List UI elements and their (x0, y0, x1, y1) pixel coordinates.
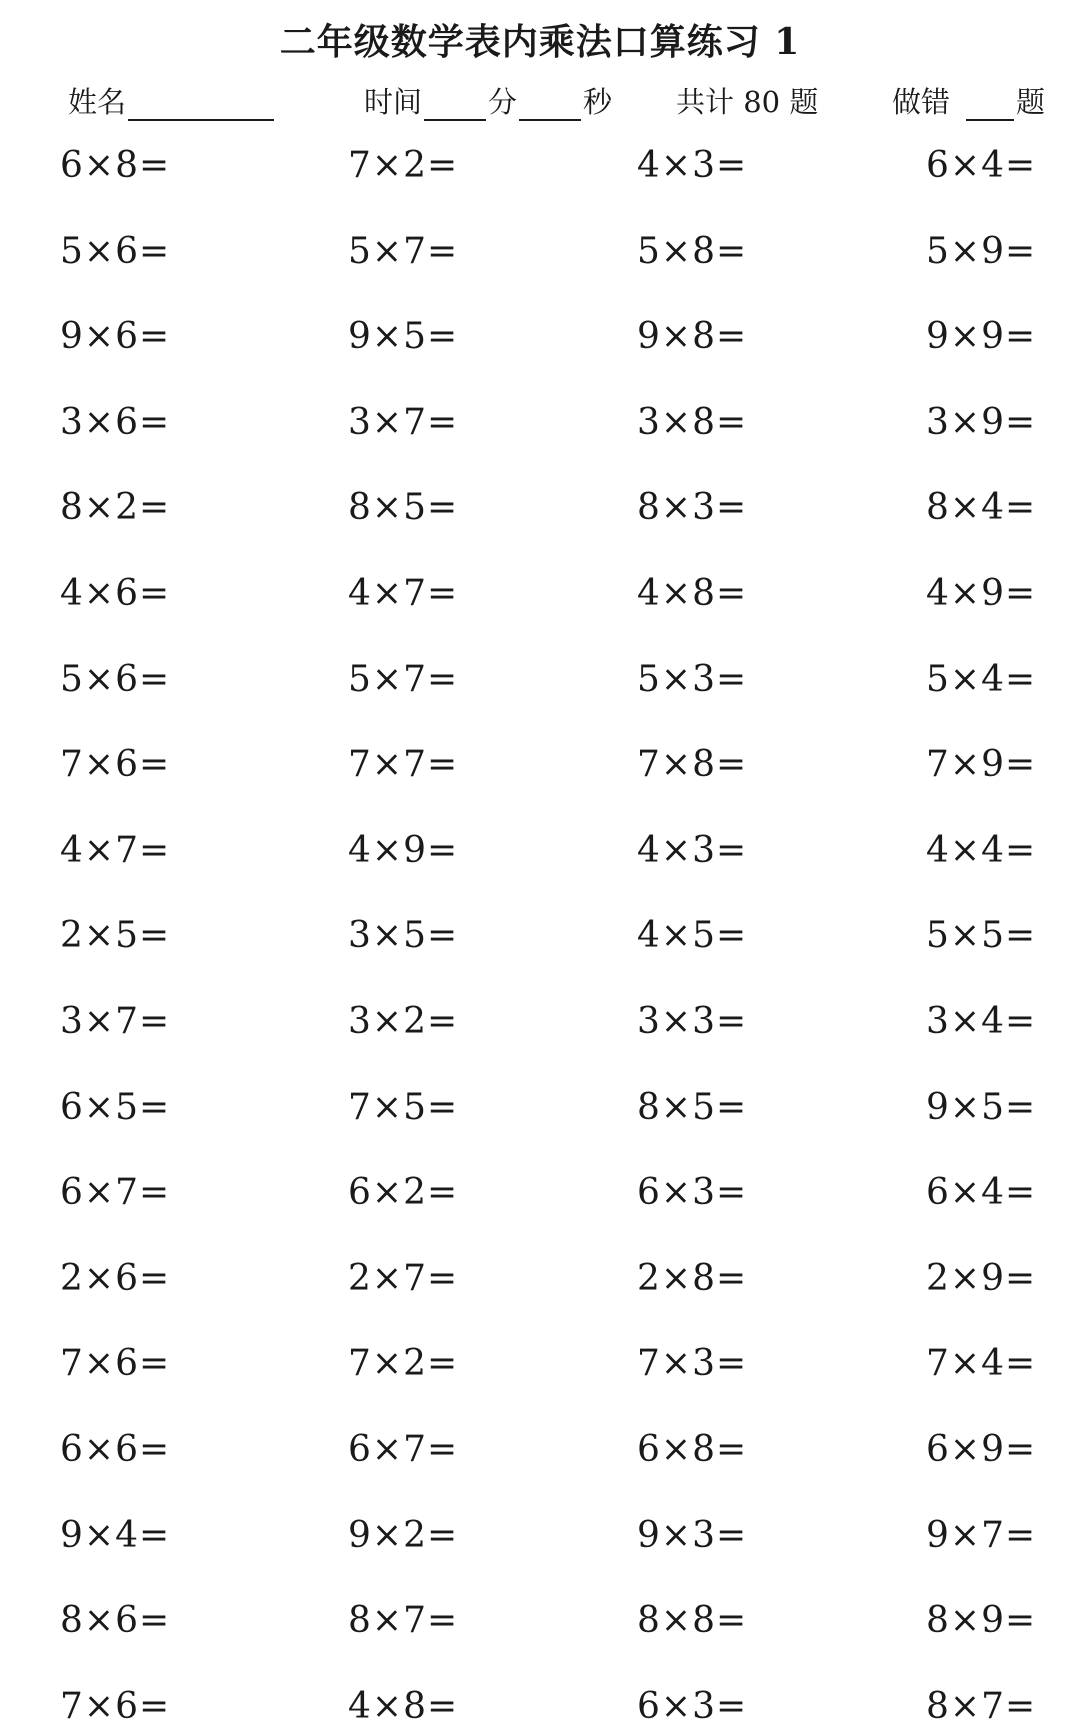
problem-item: 5×6= (60, 231, 171, 272)
problem-item: 3×7= (348, 402, 459, 443)
problem-item: 7×2= (348, 145, 459, 186)
problem-item: 3×5= (348, 915, 459, 956)
problem-item: 9×6= (60, 316, 171, 357)
problem-item: 6×4= (926, 1172, 1037, 1213)
problem-item: 7×7= (348, 744, 459, 785)
problem-item: 5×9= (926, 231, 1037, 272)
problem-item: 4×9= (348, 830, 459, 871)
problem-item: 3×2= (348, 1001, 459, 1042)
second-label: 秒 (583, 85, 613, 119)
problem-item: 9×5= (926, 1087, 1037, 1128)
problem-item: 4×8= (348, 1686, 459, 1727)
worksheet-title: 二年级数学表内乘法口算练习 1 (279, 21, 801, 63)
problem-item: 8×2= (60, 487, 171, 528)
problem-item: 8×3= (637, 487, 748, 528)
wrong-unit-label: 题 (1016, 85, 1046, 119)
problem-item: 6×5= (60, 1087, 171, 1128)
problem-item: 6×7= (60, 1172, 171, 1213)
problem-item: 6×9= (926, 1429, 1037, 1470)
problem-item: 2×9= (926, 1258, 1037, 1299)
problem-item: 9×4= (60, 1515, 171, 1556)
problem-item: 8×8= (637, 1600, 748, 1641)
problem-item: 3×7= (60, 1001, 171, 1042)
problem-item: 4×8= (637, 573, 748, 614)
problem-item: 9×3= (637, 1515, 748, 1556)
problem-item: 7×8= (637, 744, 748, 785)
problem-item: 6×4= (926, 145, 1037, 186)
minute-label: 分 (488, 85, 518, 119)
problem-item: 6×3= (637, 1172, 748, 1213)
problem-item: 7×6= (60, 744, 171, 785)
wrong-label: 做错 (892, 85, 951, 119)
problem-item: 9×7= (926, 1515, 1037, 1556)
problem-item: 3×9= (926, 402, 1037, 443)
problem-item: 6×8= (637, 1429, 748, 1470)
problem-item: 2×8= (637, 1258, 748, 1299)
problem-item: 4×3= (637, 145, 748, 186)
problem-item: 4×6= (60, 573, 171, 614)
problem-item: 8×9= (926, 1600, 1037, 1641)
problem-item: 2×6= (60, 1258, 171, 1299)
problem-item: 5×3= (637, 659, 748, 700)
problem-item: 3×3= (637, 1001, 748, 1042)
problem-item: 5×8= (637, 231, 748, 272)
problem-item: 6×6= (60, 1429, 171, 1470)
problem-item: 5×7= (348, 659, 459, 700)
problem-item: 6×2= (348, 1172, 459, 1213)
problem-item: 8×5= (348, 487, 459, 528)
problem-item: 5×4= (926, 659, 1037, 700)
problem-item: 8×6= (60, 1600, 171, 1641)
problem-item: 4×7= (348, 573, 459, 614)
problem-item: 9×8= (637, 316, 748, 357)
problem-item: 3×8= (637, 402, 748, 443)
problem-item: 4×3= (637, 830, 748, 871)
total-count-text: 共计 80 题 (676, 85, 819, 119)
problem-item: 9×9= (926, 316, 1037, 357)
time-label: 时间 (364, 85, 423, 119)
problem-item: 4×7= (60, 830, 171, 871)
name-label: 姓名 (68, 85, 127, 119)
problem-item: 9×2= (348, 1515, 459, 1556)
problem-item: 7×2= (348, 1343, 459, 1384)
problem-item: 7×3= (637, 1343, 748, 1384)
problem-item: 7×6= (60, 1343, 171, 1384)
problem-item: 4×5= (637, 915, 748, 956)
problem-item: 5×6= (60, 659, 171, 700)
problem-item: 7×5= (348, 1087, 459, 1128)
problem-item: 4×4= (926, 830, 1037, 871)
problem-item: 5×7= (348, 231, 459, 272)
problem-item: 7×4= (926, 1343, 1037, 1384)
problem-item: 4×9= (926, 573, 1037, 614)
problem-item: 6×7= (348, 1429, 459, 1470)
problem-item: 5×5= (926, 915, 1037, 956)
problem-item: 2×7= (348, 1258, 459, 1299)
problem-item: 8×5= (637, 1087, 748, 1128)
problem-item: 8×7= (926, 1686, 1037, 1727)
problem-item: 8×7= (348, 1600, 459, 1641)
problem-item: 6×8= (60, 145, 171, 186)
problem-item: 8×4= (926, 487, 1037, 528)
problem-item: 7×6= (60, 1686, 171, 1727)
problem-item: 3×4= (926, 1001, 1037, 1042)
problem-item: 3×6= (60, 402, 171, 443)
problem-item: 7×9= (926, 744, 1037, 785)
problem-item: 9×5= (348, 316, 459, 357)
problem-item: 6×3= (637, 1686, 748, 1727)
problem-item: 2×5= (60, 915, 171, 956)
